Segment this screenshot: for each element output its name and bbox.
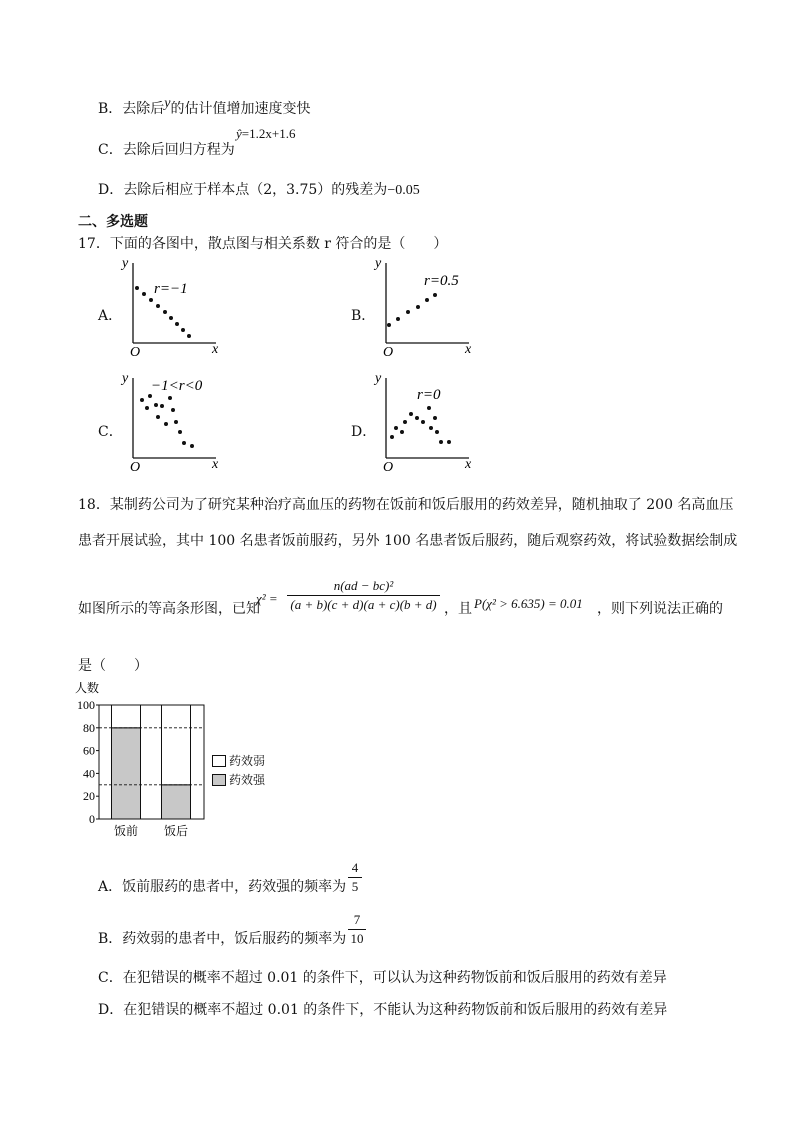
x-axis-label: x bbox=[465, 342, 472, 357]
q18-option-b: B．药效弱的患者中，饭后服药的频率为 bbox=[98, 931, 347, 947]
bar-segment-weak bbox=[162, 705, 191, 785]
r-label-c: −1<r<0 bbox=[151, 378, 203, 394]
scatter-points-c bbox=[140, 394, 194, 448]
chart-legend bbox=[212, 752, 265, 788]
r-label-d: r=0 bbox=[417, 387, 441, 403]
q16-option-c-equation: ŷ=1.2x+1.6 bbox=[236, 126, 296, 141]
formula-fraction bbox=[287, 578, 440, 613]
q17-option-a-letter: A． bbox=[98, 308, 123, 324]
q16-option-b-pre: B．去除后 bbox=[98, 101, 165, 117]
r-label-a: r=−1 bbox=[154, 281, 188, 297]
y-axis-label: y bbox=[122, 256, 129, 271]
y-axis-label: y bbox=[375, 371, 382, 386]
x-category-label: 饭前 bbox=[113, 824, 139, 838]
y-axis-label: y bbox=[122, 371, 129, 386]
q16-option-d-val: −0.05 bbox=[387, 183, 420, 198]
q16-option-b bbox=[98, 98, 311, 118]
origin-label: O bbox=[383, 345, 394, 360]
legend-swatch-strong bbox=[212, 774, 226, 786]
legend-label-weak: 药效弱 bbox=[229, 754, 266, 768]
q16-option-d-pre: D．去除后相应于样本点（2，3.75）的残差为 bbox=[98, 182, 388, 198]
q18-line3-post: ，则下列说法正确的 bbox=[597, 601, 723, 617]
bar-segment-weak bbox=[112, 705, 141, 728]
q16-option-d bbox=[98, 179, 420, 199]
q18-line2: 患者开展试验，其中 100 名患者饭前服药，另外 100 名患者饭后服药，随后观察药效，将试验数据绘制成 bbox=[78, 533, 738, 549]
y-tick-label: 60 bbox=[83, 743, 95, 758]
y-tick-label: 100 bbox=[77, 698, 95, 712]
x-axis-label: x bbox=[465, 457, 472, 472]
formula-numerator: n(ad − bc)² bbox=[333, 578, 394, 593]
probability-expression: P(χ² > 6.635) = 0.01 bbox=[474, 596, 583, 611]
x-axis-label: x bbox=[212, 342, 219, 357]
q18-option-a-fraction: 4 5 bbox=[348, 860, 362, 895]
chart-y-label: 人数 bbox=[75, 681, 100, 695]
origin-label: O bbox=[130, 345, 141, 360]
origin-label: O bbox=[383, 460, 394, 475]
y-axis-label: y bbox=[375, 256, 382, 271]
q17-scatter-a bbox=[118, 255, 228, 360]
formula-lhs: χ² = bbox=[256, 591, 278, 606]
r-label-b: r=0.5 bbox=[424, 273, 459, 289]
q18-line3-mid: ，且 bbox=[444, 601, 472, 617]
fraction-bar bbox=[287, 595, 440, 596]
q17-scatter-d bbox=[371, 370, 481, 475]
x-axis-label: x bbox=[212, 457, 219, 472]
q18-option-b-fraction: 7 10 bbox=[348, 912, 366, 947]
scatter-points-b bbox=[387, 293, 437, 327]
y-tick-label: 20 bbox=[83, 789, 95, 804]
q16-option-b-var: y bbox=[164, 96, 171, 111]
q17-option-d-letter: D． bbox=[351, 424, 377, 440]
bar-segment-strong bbox=[112, 728, 141, 819]
q18-line1: 18．某制药公司为了研究某种治疗高血压的药物在饭前和饭后服用的药效差异，随机抽取了 200 名高血压 bbox=[78, 497, 734, 513]
formula-denominator: (a + b)(c + d)(a + c)(b + d) bbox=[290, 597, 437, 612]
legend-item-weak bbox=[212, 752, 265, 769]
q18-line4: 是（ ） bbox=[78, 658, 148, 674]
q18-option-a: A．饭前服药的患者中，药效强的频率为 bbox=[98, 879, 347, 895]
q17-scatter-b bbox=[371, 255, 481, 360]
q16-option-c-pre: C．去除后回归方程为 bbox=[98, 142, 235, 158]
q16-option-c bbox=[98, 139, 235, 159]
section-title-multi-choice: 二、多选题 bbox=[78, 214, 148, 230]
origin-label: O bbox=[130, 460, 141, 475]
legend-swatch-weak bbox=[212, 755, 226, 767]
q18-option-c: C．在犯错误的概率不超过 0.01 的条件下，可以认为这种药物饭前和饭后服用的药效有差异 bbox=[98, 970, 667, 986]
scatter-points-d bbox=[390, 406, 451, 444]
q17-scatter-c bbox=[118, 370, 228, 475]
legend-item-strong bbox=[212, 771, 265, 788]
q17-option-b-letter: B． bbox=[351, 308, 376, 324]
y-tick-label: 0 bbox=[89, 812, 95, 826]
q17-option-c-letter: C． bbox=[98, 424, 123, 440]
y-tick-label: 80 bbox=[83, 720, 95, 735]
q18-option-d: D．在犯错误的概率不超过 0.01 的条件下，不能认为这种药物饭前和饭后服用的药效有差异 bbox=[98, 1002, 668, 1018]
x-category-label: 饭后 bbox=[163, 824, 189, 838]
legend-label-strong: 药效强 bbox=[229, 773, 266, 787]
q16-option-b-post: 的估计值增加速度变快 bbox=[170, 101, 311, 117]
chart-plot-area bbox=[77, 698, 204, 838]
q18-line3-pre: 如图所示的等高条形图，已知 bbox=[78, 601, 260, 617]
bar-segment-strong bbox=[162, 785, 191, 819]
y-tick-label: 40 bbox=[83, 766, 95, 781]
q17-stem: 17．下面的各图中，散点图与相关系数 r 符合的是（ ） bbox=[78, 236, 448, 252]
